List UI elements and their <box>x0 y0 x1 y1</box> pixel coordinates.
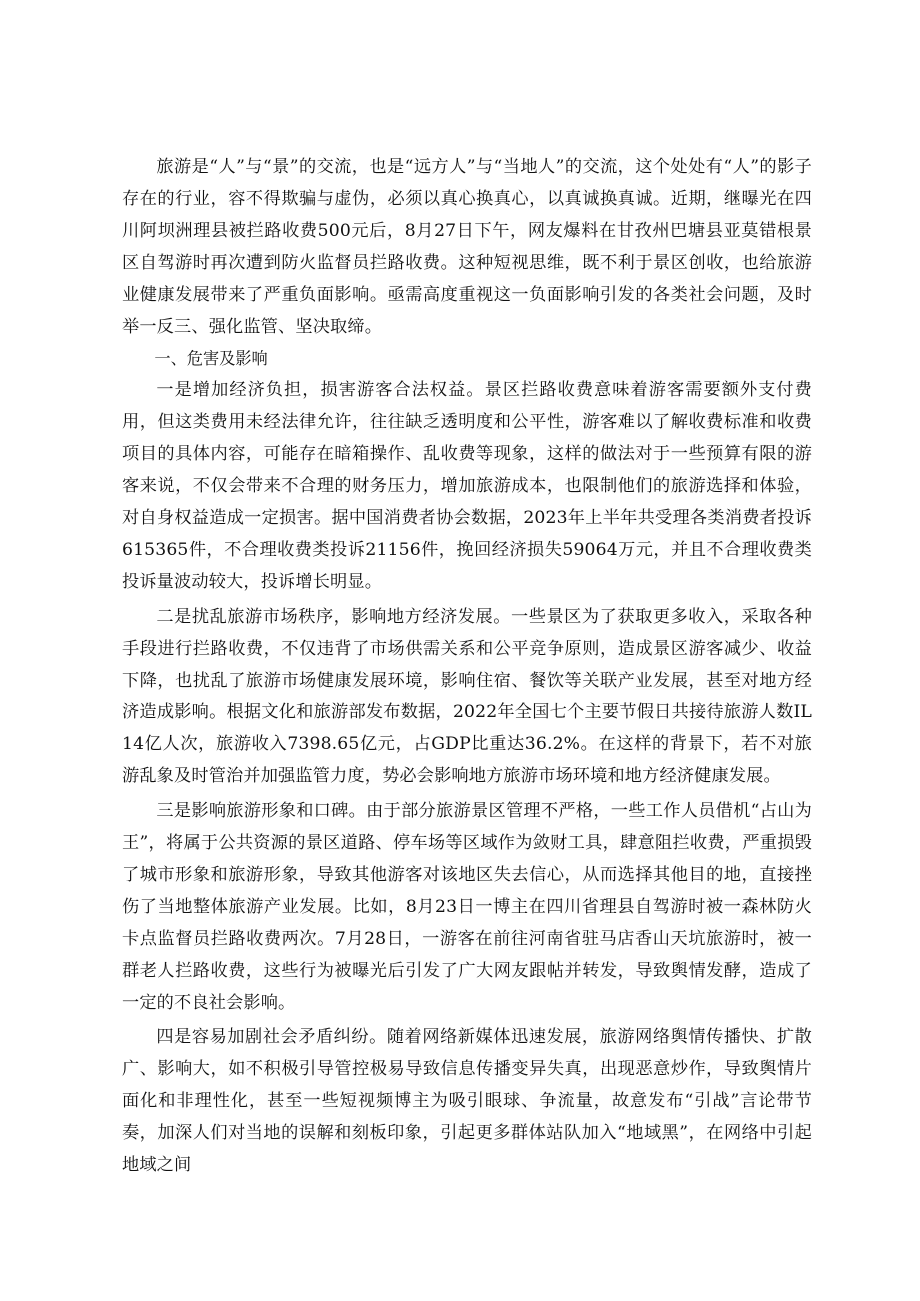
point-3-paragraph: 三是影响旅游形象和口碑。由于部分旅游景区管理不严格，一些工作人员借机“占山为王”，将属于公共资源的景区道路、停车场等区域作为敛财工具，肆意阻拦收费，严重损毁了城市形象和旅游形象，导致其他游客对该地区失去信心，从而选择其他目的地，直接挫伤了当地整体旅游产业发展。比如，8月23日一博主在四川省理县自驾游时被一森林防火卡点监督员拦路收费两次。7月28日，一游客在前往河南省驻马店香山天坑旅游时，被一群老人拦路收费，这些行为被曝光后引发了广大网友跟帖并转发，导致舆情发酵，造成了一定的不良社会影响。 <box>122 801 812 1013</box>
point-1-paragraph: 一是增加经济负担，损害游客合法权益。景区拦路收费意味着游客需要额外支付费用，但这类费用未经法律允许，往往缺乏透明度和公平性，游客难以了解收费标准和收费项目的具体内容，可能存在暗箱操作、乱收费等现象，这样的做法对于一些预算有限的游客来说，不仅会带来不合理的财务压力，增加旅游成本，也限制他们的旅游选择和体验，对自身权益造成一定损害。据中国消费者协会数据，2023年上半年共受理各类消费者投诉615365件，不合理收费类投诉21156件，挽回经济损失59064万元，并且不合理收费类投诉量波动较大，投诉增长明显。 <box>122 380 812 592</box>
point-2-paragraph: 二是扰乱旅游市场秩序，影响地方经济发展。一些景区为了获取更多收入，采取各种手段进行拦路收费，不仅违背了市场供需关系和公平竞争原则，造成景区游客减少、收益下降，也扰乱了旅游市场健康发展环境，影响住宿、餐饮等关联产业发展，甚至对地方经济造成影响。根据文化和旅游部发布数据，2022年全国七个主要节假日共接待旅游人数IL14亿人次，旅游收入7398.65亿元，占GDP比重达36.2%。在这样的背景下，若不对旅游乱象及时管治并加强监管力度，势必会影响地方旅游市场环境和地方经济健康发展。 <box>122 606 812 787</box>
intro-paragraph: 旅游是“人”与“景”的交流，也是“远方人”与“当地人”的交流，这个处处有“人”的影子存在的行业，容不得欺骗与虚伪，必须以真心换真心，以真诚换真诚。近期，继曝光在四川阿坝洲理县被拦路收费500元后，8月27日下午，网友爆料在甘孜州巴塘县亚莫错根景区自驾游时再次遭到防火监督员拦路收费。这种短视思维，既不利于景区创收，也给旅游业健康发展带来了严重负面影响。亟需高度重视这一负面影响引发的各类社会问题，及时举一反三、强化监管、坚决取缔。 <box>122 157 812 337</box>
document-page <box>122 152 812 1182</box>
section-heading: 一、危害及影响 <box>154 349 268 369</box>
point-4-paragraph: 四是容易加剧社会矛盾纠纷。随着网络新媒体迅速发展，旅游网络舆情传播快、扩散广、影响大，如不积极引导管控极易导致信息传播变异失真，出现恶意炒作，导致舆情片面化和非理性化，甚至一些短视频博主为吸引眼球、争流量，故意发布“引战”言论带节奏，加深人们对当地的误解和刻板印象，引起更多群体站队加入“地域黑”，在网络中引起地域之间 <box>122 1027 812 1176</box>
